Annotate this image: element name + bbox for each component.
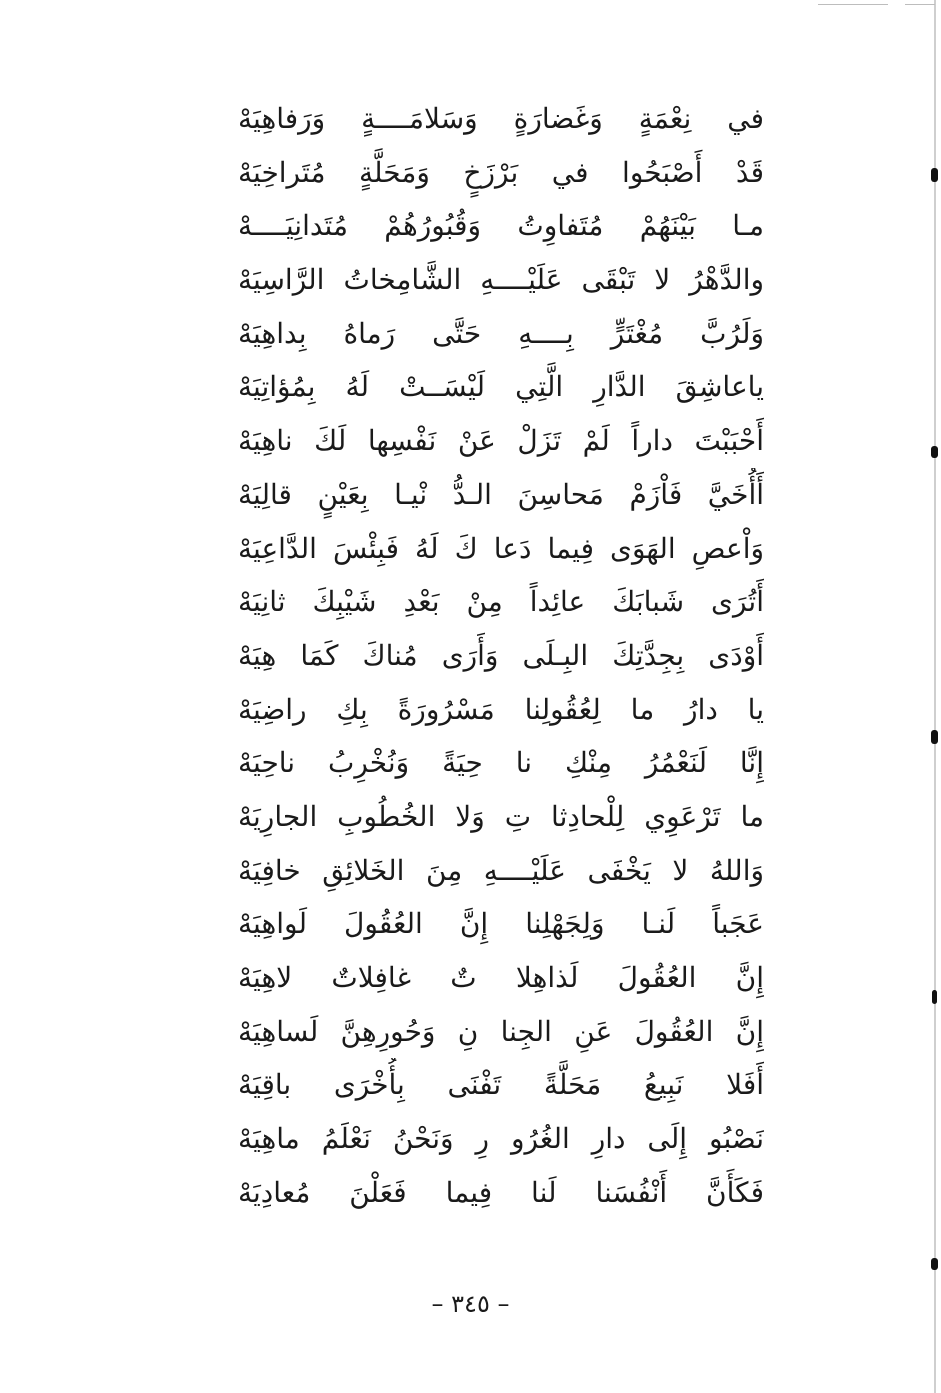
verse-line: في نِعْمَةٍ وَغَضارَةٍ وَسَلامَــــةٍ وَرَفاهِيَهْ — [238, 102, 764, 135]
verse-line: أَأُخَيَّ فَاْزَمْ مَحاسِنَ الـدُّ نْيـا بِعَيْنٍ قالِيَهْ — [238, 477, 764, 511]
verse-line: أَحْبَبْتَ داراً لَمْ تَزَلْ عَنْ نَفْسِها لَكَ ناهِيَهْ — [238, 424, 764, 458]
verse-line: نَصْبُو إِلَى دارِ الغُرُو رِ وَنَحْنُ نَعْلَمُ ماهِيَهْ — [238, 1122, 764, 1156]
verse-line: إِنَّا لَنَعْمُرُ مِنْكِ نا حِيَةً وَنُخْرِبُ ناحِيَهْ — [238, 746, 764, 780]
verse-line: ما تَرْعَوِي لِلْحادِثا تِ وَلا الخُطُوبِ الجارِيَهْ — [238, 799, 764, 833]
verse-line: يا دارُ ما لِعُقُولِنا مَسْرُورَةً بِكِ راضِيَهْ — [238, 692, 764, 726]
scan-top-rule — [818, 4, 888, 5]
verse-line: أَتُرَى شَبابَكَ عائِداً مِنْ بَعْدِ شَيْبِكَ ثانِيَهْ — [238, 585, 764, 619]
scan-edge-mark — [931, 168, 938, 182]
verse-line: مـا بَيْنَهُمْ مُتَفاوِتُ وَقُبُورُهُمْ مُتَدانِيَــــهْ — [238, 209, 764, 243]
scan-top-rule — [905, 4, 935, 5]
verse-line: وَاللهُ لا يَخْفَى عَلَيْــــهِ مِنَ الخَلائِقِ خافِيَهْ — [238, 853, 764, 887]
poem — [238, 92, 764, 1219]
page-number: – ٣٤٥ – — [431, 1290, 510, 1318]
verse-line: قَدْ أَصْبَحُوا في بَرْزَخٍ وَمَحَلَّةٍ مُتَراخِيَهْ — [238, 155, 764, 189]
verse-line: عَجَباً لَنـا وَلِجَهْلِنا إِنَّ العُقُولَ لَواهِيَهْ — [238, 907, 764, 941]
verse-line: فَكَأَنَّ أَنْفُسَنا لَنا فِيما فَعَلْنَ مُعادِيَهْ — [238, 1175, 764, 1209]
verse-line: أَفَلا نَبِيعُ مَحَلَّةً تَفْنَى بِأُخْرَى باقِيَهْ — [238, 1068, 764, 1102]
verse-line: إِنَّ العُقُولَ لَذاهِلا تٌ غافِلاتٌ لاهِيَهْ — [238, 961, 764, 994]
verse-line: وَاْعصِ الهَوَى فِيما دَعا كَ لَهُ فَبِئْسَ الدَّاعِيَهْ — [238, 531, 764, 565]
verse-line: أَوْدَى بِجِدَّتِكَ البِـلَى وَأَرَى مُناكَ كَمَا هِيَهْ — [238, 638, 764, 672]
verse-line: وَلَرُبَّ مُغْتَرٍّ بِــــهِ حَتَّى رَماهُ بِداهِيَهْ — [238, 316, 764, 350]
scan-edge-mark — [932, 990, 937, 1004]
scan-edge-line — [934, 0, 936, 1393]
scan-edge-mark — [931, 446, 938, 458]
verse-line: ياعاشِقَ الدَّارِ الَّتِي لَيْسَــتْ لَهُ بِمُؤاتِيَهْ — [238, 370, 764, 404]
scan-edge-mark — [931, 730, 938, 744]
scan-edge-mark — [931, 1258, 938, 1270]
verse-line: والدَّهْرُ لا تَبْقَى عَلَيْــــهِ الشَّامِخاتُ الرَّاسِيَهْ — [238, 263, 764, 297]
verse-line: إِنَّ العُقُولَ عَنِ الجِنا نِ وَحُورِهِنَّ لَساهِيَهْ — [238, 1014, 764, 1048]
